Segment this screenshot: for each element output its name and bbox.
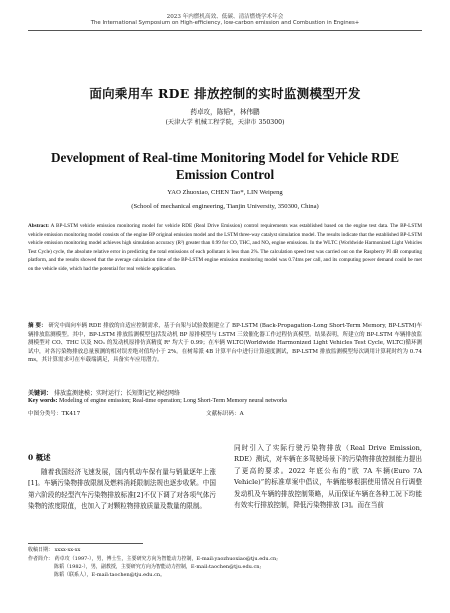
header-divider bbox=[28, 30, 422, 31]
conference-header-en: The International Symposium on High-efficiency, low-carbon emission and Combustion in Engines+ bbox=[90, 20, 360, 26]
authors-en: YAO Zhuoxiao, CHEN Tao*, LIN Weipeng bbox=[167, 189, 283, 196]
intro-column-right: 同时引入了实际行驶污染物排放（Real Drive Emission, RDE）测试，对车辆在多驾驶场景下的污染物排放控制能力提出了更高的要求。2022 年底公布的“欧 7A 车辆(Euro 7A Vehicle)”的标准草案中倡议，车辆能够根据使用情况自行调整发动机及车辆的排放控制策略，从而保证车辆在各种工况下均能有效实行排放控制，降低污染物排放 [3]。而在当前 bbox=[234, 444, 422, 510]
abstract-zh bbox=[28, 322, 422, 365]
section-heading: 0 概述 bbox=[28, 453, 51, 462]
affiliation-zh: (天津大学 机械工程学院，天津市 350300) bbox=[165, 119, 285, 126]
clc-number: 中图分类号：TK417 bbox=[28, 411, 81, 417]
authors-zh: 药卓攻，陈韬*，林伟鹏 bbox=[190, 108, 260, 116]
conference-header-zh: 2023 年内燃机高效、低碳、清洁燃烧学术年会 bbox=[166, 14, 284, 20]
keywords-zh-label: 关键词： bbox=[28, 390, 53, 397]
footnote-author-3: 陈韬（联系人），E-mail:taochen@tju.edu.cn。 bbox=[54, 572, 166, 578]
keywords-en-label: Key words: bbox=[28, 398, 58, 404]
keywords-zh bbox=[28, 388, 422, 397]
footnote-author-2: 陈韬（1982-），男，副教授，主要研究方向为智能动力控制，E-mail:taochen@tju.edu.cn; bbox=[54, 564, 262, 570]
paper-title-en: Development of Real-time Monitoring Model for Vehicle RDE Emission Control bbox=[50, 150, 400, 182]
abstract-en-text: A BP-LSTM vehicle emission monitoring model for vehicle RDE (Real Drive Emission) control requirements was established based on the engine test data. The BP-LSTM vehicle emission monitoring model consists of the engine BP original emission model and the LSTM three-way catalyst simulation model. The results indicate that the established BP-LSTM vehicle emission monitoring model achieves high simulation accuracy (R²) greater than 0.99 for CO, THC, and NOₓ engine emissions. In the WLTC (Worldwide Harmonized Light Vehicles Test Cycle) cycle, the absolute relative error in predicting the total emissions of each pollutant is less than 2%. The calculation speed test was carried out on the Raspberry PI 4B computing platform, and the results showed that the average calculation time of the BP-LSTM engine emission monitoring model was 0.74ms per call, and its computing power demand could be met on the vehicle side, which had the potential for real vehicle application. bbox=[28, 223, 422, 272]
footnote-author-1: 作者简介： 药卓攻（1997-），男，博士生，主要研究方向为智能动力控制，E-mail:yaozhuoxiao@tju.edu.cn; bbox=[28, 556, 278, 562]
abstract-en bbox=[28, 222, 422, 273]
footnote-received: 收稿日期： xxxx-xx-xx bbox=[28, 547, 81, 553]
abstract-zh-text: 研究中面向车辆 RDE 排放的自适应控制需求，基于台架与试验数据建立了 BP-LSTM (Back-Propagation-Long Short-Term Memory, BP-LSTM)车辆排放监测模型。其中，BP-LSTM 排放监测模型包括发动机 BP 原排模型与 LSTM 三效催化器工作过程仿真模型。结果表明，所建立的 BP-LSTM 车辆排放监测模型对 CO、THC 以及 NOₓ 的发动机原排仿真精度 R² 均大于 0.99；在车辆 WLTC(Worldwide Harmonized Light Vehicles Test Cycle, WLTC)循环测试中，对各污染物排放总量预测的相对误差绝对值均小于 2%。在树莓派 4B 计算平台中进行计算速度测试，BP-LSTM 排放监测模型每次调用计算耗时约为 0.74 ms，其计算需求可在车载端满足，具备实车应用潜力。 bbox=[28, 323, 423, 364]
abstract-en-label: Abstract: bbox=[28, 223, 50, 229]
abstract-zh-label: 摘 要： bbox=[28, 323, 47, 329]
keywords-en bbox=[28, 398, 422, 404]
paper-title-zh: 面向乘用车 RDE 排放控制的实时监测模型开发 bbox=[89, 86, 361, 101]
classification-line bbox=[28, 409, 422, 417]
intro-column-left: 随着我国经济飞速发展，国内机动车保有量与销量逐年上涨[1]。车辆污染物排放限制及燃料消耗限制法规也逐步收紧。中国第六阶段的轻型汽车污染物排放标准[2]不仅下调了对各项气体污染物的浓度限值，也加入了对颗粒物排放质量及数量的限制。 bbox=[28, 468, 216, 511]
keywords-zh-text: 排放监测建模；实时运行；长短期记忆神经网络 bbox=[53, 390, 180, 397]
document-code: 文献标识码：A bbox=[206, 411, 244, 417]
footnote-divider bbox=[28, 543, 143, 544]
affiliation-en: (School of mechanical engineering, Tianjin University, 350300, China) bbox=[131, 203, 319, 210]
keywords-en-text: Modeling of engine emission; Real-time operation; Long Short-Term Memory neural networks bbox=[59, 398, 288, 404]
